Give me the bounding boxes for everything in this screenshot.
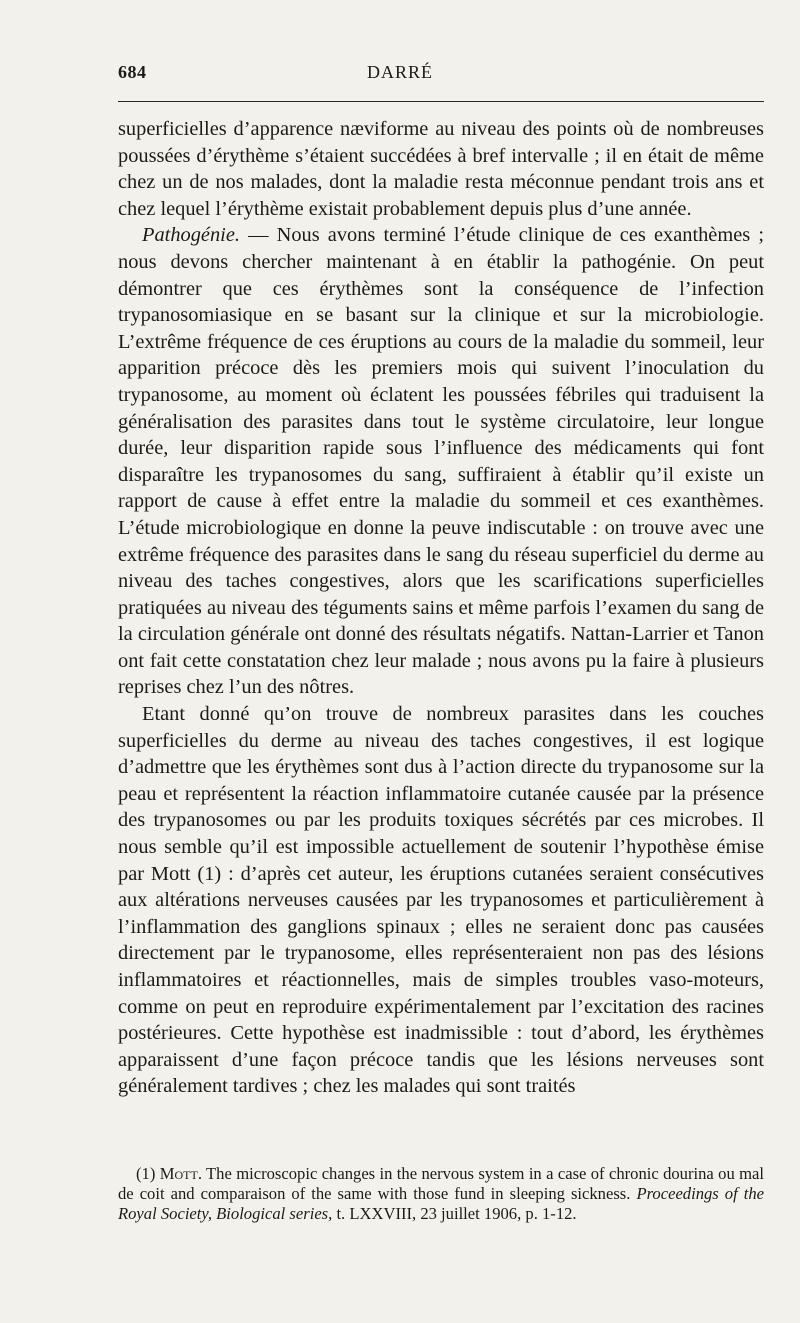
- paragraph-pathogenie-text: — Nous avons terminé l’étude clinique de ces exanthèmes ; nous devons chercher maintenant à en établir la pathogénie. On peut démontrer que ces érythèmes sont la conséquence de l’infection trypanosomiasique en se basant sur la clinique et sur la microbiologie. L’extrême fréquence de ces éruptions au cours de la maladie du sommeil, leur apparition précoce dès les premiers mois qui suivent l’inoculation du trypanosome, au moment où éclatent les poussées fébriles qui traduisent la généralisation des parasites dans tout le système circulatoire, leur longue durée, leur disparition rapide sous l’influence des médicaments qui font disparaître les trypanosomes du sang, suffiraient à établir qu’il existe un rapport de cause à effet entre la maladie du sommeil et ces exanthèmes. L’étude microbiologique en donne la peuve indiscutable : on trouve avec une extrême fréquence des parasites dans le sang du réseau superficiel du derme au niveau des taches congestives, alors que les scarifications superficielles pratiquées au niveau des téguments sains et même parfois l’examen du sang de la circulation générale ont donné des résultats négatifs. Nattan-Larrier et Tanon ont fait cette constatation chez leur malade ; nous avons pu la faire à plusieurs reprises chez l’un des nôtres.: [118, 224, 764, 699]
- paragraph-etant-donne: Etant donné qu’on trouve de nombreux parasites dans les couches superficielles du derme au niveau des taches congestives, il est logique d’admettre que les érythèmes sont dus à l’action directe du trypanosome sur la peau et représentent la réaction inflammatoire cutanée causée par la présence des trypanosomes ou par les produits toxiques sécrétés par ces microbes. Il nous semble qu’il est impossible actuellement de soutenir l’hypothèse émise par Mott (1) : d’après cet auteur, les éruptions cutanées seraient consécutives aux altérations nerveuses causées par les trypanosomes et particulièrement à l’inflammation des ganglions spinaux ; elles ne seraient donc pas causées directement par le trypanosome, elles représenteraient non pas des lésions inflammatoires et réactionnelles, mais de simples troubles vaso-moteurs, comme on peut en reproduire expérimentalement par l’excitation des racines postérieures. Cette hypothèse est inadmissible : tout d’abord, les érythèmes apparaissent d’une façon précoce tandis que les lésions nerveuses sont généralement tardives ; chez les malades qui sont traités: [118, 703, 764, 1098]
- footnote-marker: (1): [136, 1164, 160, 1183]
- paragraph-pathogenie: [118, 222, 764, 701]
- footnote: [118, 1164, 764, 1224]
- body-text: [118, 116, 764, 1100]
- footnote-journal: Proceedings of the Royal Society, Biological series,: [118, 1184, 764, 1223]
- footnote-text-2: t. LXXVIII, 23 juillet 1906, p. 1-12.: [332, 1204, 577, 1223]
- paragraph-continuation: superficielles d’apparence næviforme au niveau des points où de nombreuses poussées d’érythème s’étaient succédées à bref intervalle ; il en était de même chez un de nos malades, dont la maladie resta méconnue pendant trois ans et chez lequel l’érythème existait probablement depuis plus d’une année.: [118, 118, 764, 220]
- section-heading-pathogenie: Pathogénie.: [142, 224, 240, 247]
- footnote-text-1: . The microscopic changes in the nervous system in a case of chronic dourina ou mal de coit and comparaison of the same with those fund in sleeping sickness.: [118, 1164, 765, 1203]
- footnote-area: [118, 1164, 764, 1224]
- footnote-author: Mott: [159, 1164, 198, 1183]
- page-number: 684: [118, 62, 147, 82]
- running-head-title: DARRÉ: [366, 62, 433, 82]
- header-rule: [118, 101, 764, 102]
